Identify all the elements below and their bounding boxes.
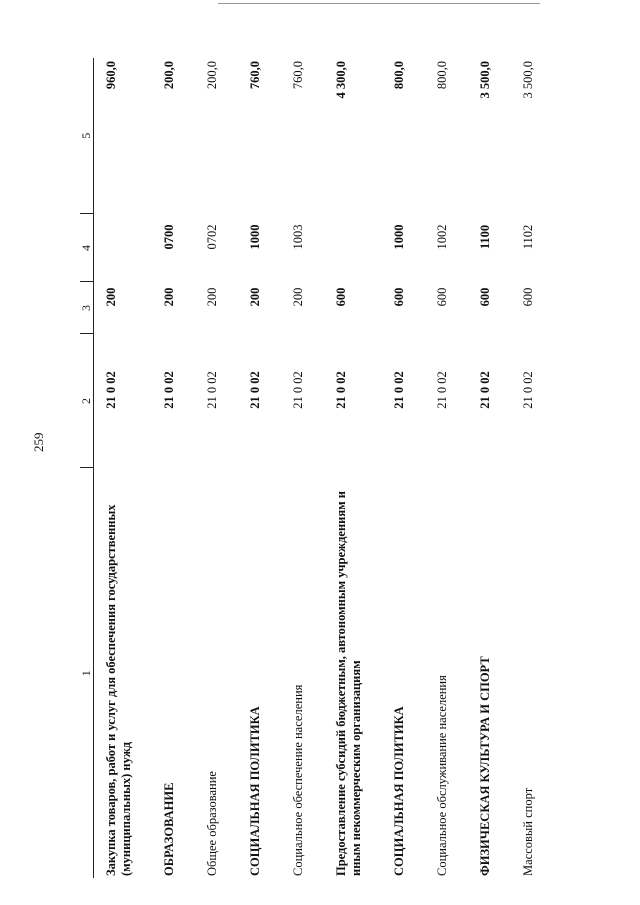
row-section: 1003 [291,224,305,250]
row-amount: 800,0 [392,61,406,90]
row-name: Социальное обслуживание населения [435,675,449,876]
table-row [511,58,554,878]
row-section: 1000 [392,224,406,250]
row-expense-type: 600 [521,287,535,307]
row-name: Социальное обеспечение населения [291,684,305,876]
row-target-code: 21 0 02 [521,371,535,409]
row-target-code: 21 0 02 [334,371,348,409]
row-section: 1100 [478,224,492,250]
row-target-code: 21 0 02 [435,371,449,409]
top-rule [218,3,540,4]
row-amount: 800,0 [435,61,449,90]
header-col-2: 2 [80,334,94,468]
budget-table-rotated [80,58,540,878]
row-name: Закупка товаров, работ и услуг для обеспечения государственных (муниципальных) нужд [104,504,133,876]
row-expense-type: 200 [162,287,176,307]
table-row [324,58,382,878]
row-expense-type: 600 [435,287,449,307]
row-section [94,214,153,282]
row-expense-type: 200 [248,287,262,307]
budget-table [80,58,554,878]
row-section: 0702 [205,224,219,250]
table-row [94,58,153,878]
row-amount: 960,0 [104,61,118,90]
row-target-code: 21 0 02 [248,371,262,409]
row-expense-type: 200 [291,287,305,307]
row-amount: 200,0 [205,61,219,90]
header-col-3: 3 [80,282,94,334]
row-expense-type: 200 [104,287,118,307]
row-expense-type: 200 [205,287,219,307]
table-row [425,58,468,878]
row-name: ОБРАЗОВАНИЕ [162,782,176,876]
row-section: 1002 [435,224,449,250]
table-row [238,58,281,878]
header-col-1: 1 [80,468,94,878]
row-target-code: 21 0 02 [291,371,305,409]
row-section: 1102 [521,224,535,250]
table-row [468,58,511,878]
row-section [324,214,382,282]
row-target-code: 21 0 02 [392,371,406,409]
row-expense-type: 600 [392,287,406,307]
row-amount: 760,0 [248,61,262,90]
table-row [152,58,195,878]
header-col-4: 4 [80,214,94,282]
row-name: ФИЗИЧЕСКАЯ КУЛЬТУРА И СПОРТ [478,656,492,876]
row-name: Общее образование [205,771,219,876]
row-expense-type: 600 [334,287,348,307]
row-amount: 200,0 [162,61,176,90]
page-number: 259 [31,432,46,452]
row-name: СОЦИАЛЬНАЯ ПОЛИТИКА [248,706,262,876]
row-expense-type: 600 [478,287,492,307]
row-name: Массовый спорт [521,787,535,876]
table-row [195,58,238,878]
row-target-code: 21 0 02 [104,371,118,409]
row-amount: 4 300,0 [334,61,348,99]
row-amount: 760,0 [291,61,305,90]
header-row [80,58,94,878]
row-target-code: 21 0 02 [205,371,219,409]
row-target-code: 21 0 02 [478,371,492,409]
row-name: Предоставление субсидий бюджетным, автономным учреждениям и иным некоммерческим организациям [334,491,363,876]
row-section: 0700 [162,224,176,250]
table-row [382,58,425,878]
row-target-code: 21 0 02 [162,371,176,409]
header-col-5: 5 [80,58,94,214]
table-row [281,58,324,878]
row-section: 1000 [248,224,262,250]
row-amount: 3 500,0 [478,61,492,99]
row-amount: 3 500,0 [521,61,535,99]
row-name: СОЦИАЛЬНАЯ ПОЛИТИКА [392,706,406,876]
